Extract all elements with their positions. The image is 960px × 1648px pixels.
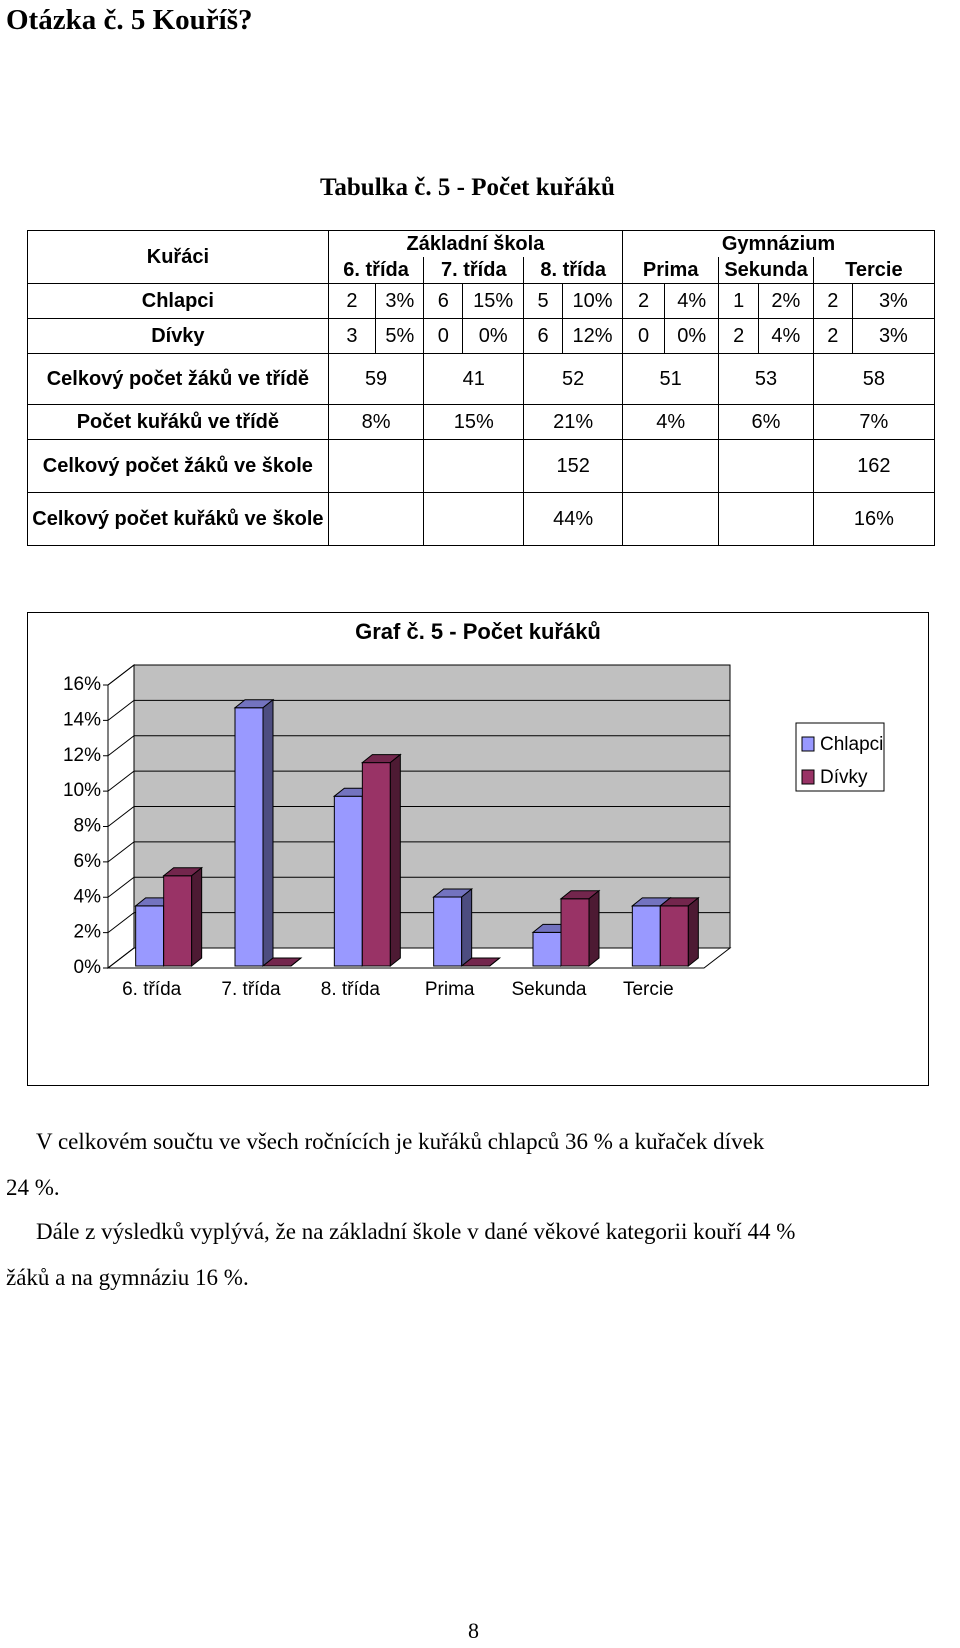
table-cell: 2 — [813, 319, 852, 354]
x-axis-tick-label: 7. třída — [221, 979, 281, 1001]
table-cell: 162 — [813, 440, 934, 493]
table-cell: 44% — [524, 493, 623, 546]
table-cell: 0 — [424, 319, 463, 354]
table-cell: 59 — [328, 354, 424, 405]
table-corner-header: Kuřáci — [28, 231, 329, 284]
bar-front — [434, 897, 462, 966]
table-cell — [623, 493, 719, 546]
table-cell: 2 — [813, 284, 852, 319]
smokers-table — [27, 230, 935, 546]
table-cell: 8% — [328, 405, 424, 440]
table-cell: 58 — [813, 354, 934, 405]
y-axis-tick-label: 2% — [73, 921, 101, 943]
table-cell: 4% — [759, 319, 814, 354]
table-cell: 21% — [524, 405, 623, 440]
y-axis-tick-label: 6% — [73, 850, 101, 872]
table-cell: 6% — [719, 405, 814, 440]
table-cell: 41 — [424, 354, 524, 405]
table-cell: 52 — [524, 354, 623, 405]
paragraph-2-line-2: žáků a na gymnáziu 16 %. — [6, 1265, 249, 1290]
y-axis-tick-label: 10% — [62, 780, 101, 802]
bar-front — [235, 708, 263, 966]
y-axis-tick-label: 8% — [73, 815, 101, 837]
table-cell: 5 — [524, 284, 563, 319]
table-row-total-pupils-school — [28, 440, 935, 493]
table-cell: 15% — [463, 284, 524, 319]
table-cell — [623, 440, 719, 493]
table-cell: 3% — [376, 284, 424, 319]
x-axis-tick-label: Sekunda — [511, 979, 587, 1001]
bar-front — [362, 763, 390, 966]
table-cell: 152 — [524, 440, 623, 493]
table-caption: Tabulka č. 5 - Počet kuřáků — [320, 174, 615, 201]
table-cell: 12% — [562, 319, 622, 354]
legend-label: Chlapci — [820, 734, 884, 756]
table-cell: 1 — [719, 284, 759, 319]
table-cell: 5% — [376, 319, 424, 354]
bar-front — [164, 876, 192, 966]
bar-chart — [28, 613, 928, 1085]
table-cell: 15% — [424, 405, 524, 440]
table-row-girls — [28, 319, 935, 354]
bar-side — [390, 755, 400, 966]
row-label-smokers-class: Počet kuřáků ve třídě — [28, 405, 329, 440]
class-header: 6. třída — [328, 257, 424, 284]
table-cell — [424, 493, 524, 546]
table-cell: 2 — [719, 319, 759, 354]
chart-frame — [27, 612, 929, 1086]
class-header: Prima — [623, 257, 719, 284]
table-cell: 0% — [665, 319, 719, 354]
bar-front — [561, 899, 589, 966]
bar-side — [589, 891, 599, 966]
row-label-smokers-school: Celkový počet kuřáků ve škole — [28, 493, 329, 546]
table-cell: 2 — [623, 284, 665, 319]
table-cell: 16% — [813, 493, 934, 546]
table-cell — [328, 493, 424, 546]
y-axis-tick-label: 12% — [62, 744, 101, 766]
table-cell: 10% — [562, 284, 622, 319]
bar-side — [462, 889, 472, 966]
y-axis-tick-label: 4% — [73, 886, 101, 908]
paragraph-1-line-1: V celkovém součtu ve všech ročnících je kuřáků chlapců 36 % a kuřaček dívek — [36, 1129, 765, 1154]
table-cell: 4% — [623, 405, 719, 440]
x-axis-tick-label: Prima — [424, 979, 475, 1001]
y-axis-tick-label: 16% — [62, 674, 101, 696]
table-cell: 6 — [424, 284, 463, 319]
class-header: 8. třída — [524, 257, 623, 284]
table-cell — [328, 440, 424, 493]
table-cell — [719, 493, 814, 546]
group-header-gymnasium: Gymnázium — [623, 231, 935, 258]
bar-front — [334, 796, 362, 966]
table-cell: 51 — [623, 354, 719, 405]
table-cell: 2 — [328, 284, 375, 319]
x-axis-tick-label: Tercie — [622, 979, 674, 1001]
table-row-total-pupils-class — [28, 354, 935, 405]
page-number: 8 — [468, 1618, 479, 1643]
row-label-boys: Chlapci — [28, 284, 329, 319]
table-cell: 3 — [328, 319, 375, 354]
row-label-total-pupils-class: Celkový počet žáků ve třídě — [28, 354, 329, 405]
legend-label: Dívky — [820, 767, 868, 789]
table-cell: 2% — [759, 284, 814, 319]
table-row-boys — [28, 284, 935, 319]
table-cell: 3% — [852, 284, 934, 319]
bar-side — [688, 898, 698, 966]
class-header: 7. třída — [424, 257, 524, 284]
table-cell: 0 — [623, 319, 665, 354]
chart-title: Graf č. 5 - Počet kuřáků — [355, 619, 601, 644]
x-axis-tick-label: 8. třída — [320, 979, 380, 1001]
bar-front — [632, 906, 660, 966]
bar-side — [192, 868, 202, 966]
table-cell: 6 — [524, 319, 563, 354]
row-label-girls: Dívky — [28, 319, 329, 354]
question-heading: Otázka č. 5 Kouříš? — [6, 4, 253, 36]
bar-front — [660, 906, 688, 966]
table-cell — [719, 440, 814, 493]
table-cell: 7% — [813, 405, 934, 440]
class-header: Sekunda — [719, 257, 814, 284]
class-header: Tercie — [813, 257, 934, 284]
paragraph-2-line-1: Dále z výsledků vyplývá, že na základní škole v dané věkové kategorii kouří 44 % — [36, 1219, 796, 1244]
y-axis-tick-label: 0% — [73, 957, 101, 979]
y-axis-tick-label: 14% — [62, 709, 101, 731]
legend-swatch — [802, 770, 814, 784]
table-cell: 3% — [852, 319, 934, 354]
bar-front — [533, 932, 561, 966]
table-cell: 4% — [665, 284, 719, 319]
row-label-total-pupils-school: Celkový počet žáků ve škole — [28, 440, 329, 493]
bar-front — [136, 906, 164, 966]
paragraph-1-line-2: 24 %. — [6, 1175, 60, 1200]
legend-swatch — [802, 737, 814, 751]
x-axis-tick-label: 6. třída — [122, 979, 182, 1001]
table-cell: 0% — [463, 319, 524, 354]
bar-side — [263, 700, 273, 966]
table-row-smokers-school — [28, 493, 935, 546]
table-row-smokers-class — [28, 405, 935, 440]
group-header-elementary: Základní škola — [328, 231, 622, 258]
table-cell — [424, 440, 524, 493]
table-cell: 53 — [719, 354, 814, 405]
